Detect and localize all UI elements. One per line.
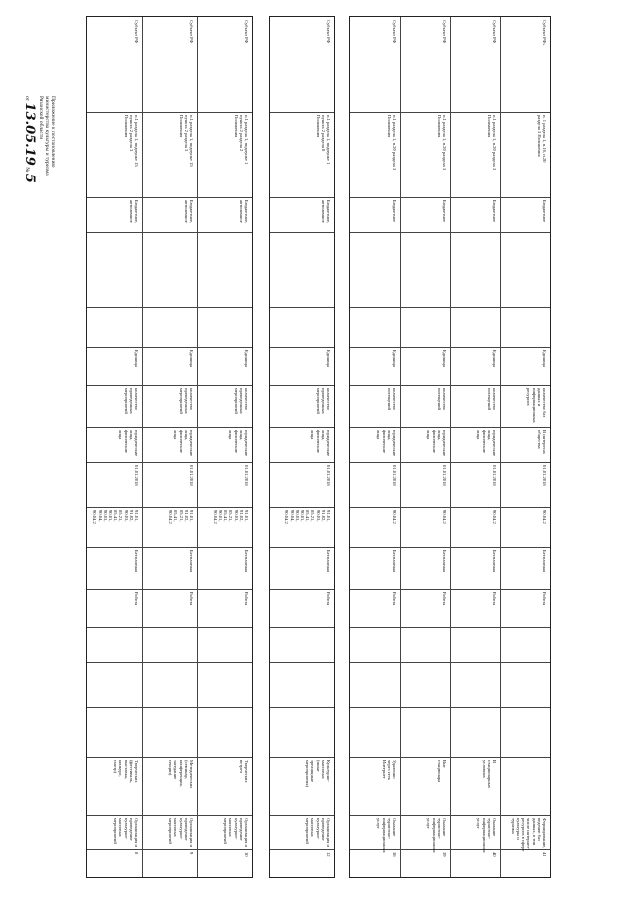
column-divider — [270, 707, 334, 708]
header-line-2: министерства культуры и туризма — [44, 96, 50, 176]
cell-text-kind: Работа — [189, 592, 194, 606]
cell-text-org: Бюджетное — [492, 200, 497, 223]
column-divider — [270, 627, 334, 628]
cell-text-date: 01.01.2018 — [134, 465, 139, 486]
cell-text-consumers: юридические лица, физические лица — [173, 430, 194, 457]
cell-text-indicator: количество посещений — [436, 388, 447, 410]
cell-text-fund: Субъект РФ — [392, 20, 397, 44]
cell-text-name: Организация и проведение культурно- массовых мероприятий — [113, 818, 139, 847]
row-divider — [500, 17, 501, 877]
cell-text-indicator: количество посещений — [486, 388, 497, 410]
cell-text-indicator: количество проведенных мероприятий — [123, 388, 139, 414]
column-divider — [87, 707, 252, 708]
cell-text-name: Оказание туристско- информационных услуг — [476, 818, 497, 853]
column-divider — [270, 462, 334, 463]
cell-text-unit: Единица — [326, 350, 331, 368]
column-divider — [270, 112, 334, 113]
header-line-3: Рязанской области — [38, 96, 44, 140]
column-divider — [87, 662, 252, 663]
cell-text-basis: п. 1 раздела 1, п.16, п.20 раздела 3 Положения — [536, 115, 547, 163]
cell-text-basis: п.1 раздела 1, подпункт 1 пункта 2 раздела 8 Положения — [315, 115, 331, 165]
cell-text-num: 9 — [189, 852, 194, 855]
cell-text-num: 8 — [134, 852, 139, 855]
cell-text-date: 01.01.2018 — [442, 465, 447, 486]
column-divider — [87, 507, 252, 508]
cell-text-org: Бюджетное, автономное — [238, 200, 249, 224]
cell-text-num: 41 — [542, 852, 547, 857]
column-divider — [87, 197, 252, 198]
cell-text-pay: Бесплатная — [189, 550, 194, 573]
cell-text-date: 01.01.2018 — [392, 465, 397, 486]
cell-text-date: 01.01.2018 — [542, 465, 547, 486]
cell-text-okved: 91.01, 91.02, 90.03, 85.21, 85.41, 90.01, 90.03, 90.04, 90.04.2 — [284, 510, 331, 524]
column-divider — [87, 347, 252, 348]
column-divider — [270, 757, 334, 758]
column-divider — [270, 662, 334, 663]
header-line-4 — [22, 96, 37, 183]
table-section-1 — [86, 16, 253, 878]
cell-text-basis: п.1 раздела 1, п.20 раздела 3 Положения — [486, 115, 497, 171]
column-divider — [270, 232, 334, 233]
cell-text-pay: Бесплатная — [542, 550, 547, 573]
cell-text-fund: Субъект РФ — [442, 20, 447, 44]
column-divider — [270, 347, 334, 348]
cell-text-type: Творческих (фестиваль, выставка, конкурс, смотр) — [113, 760, 139, 783]
cell-text-okved: 90.04.2 — [392, 510, 397, 524]
cell-text-name: Организация и проведение культурно- массовых мероприятий — [168, 818, 194, 847]
row-divider — [400, 17, 401, 877]
date-prefix: от — [24, 96, 30, 102]
cell-text-fund: Субъект РФ» — [542, 20, 547, 46]
cell-text-indicator: количество баз данных и информационных ресурсов — [526, 388, 547, 423]
cell-text-indicator: количество посещений — [386, 388, 397, 410]
cell-text-fund: Субъект РФ — [134, 20, 139, 44]
cell-text-consumers: юридические лица, физические лица — [426, 430, 447, 457]
cell-text-unit: Единица — [392, 350, 397, 368]
cell-text-okved: 90.04.2 — [542, 510, 547, 524]
cell-text-pay: Бесплатная — [326, 550, 331, 573]
cell-text-okved: 91.01, 91.02, 85.21, 85.41, 90.04.2 — [168, 510, 194, 524]
column-divider — [87, 627, 252, 628]
cell-text-pay: Бесплатная — [442, 550, 447, 573]
cell-text-name: Организация и проведение культурно- массовых мероприятий — [223, 818, 249, 847]
cell-text-consumers: В интересах общества — [536, 430, 547, 455]
cell-text-okved: 90.04.2 — [442, 510, 447, 524]
cell-text-date: 01.01.2018 — [326, 465, 331, 486]
column-divider — [87, 849, 252, 850]
cell-text-type: Удаленно через сеть Интернет — [381, 760, 397, 780]
cell-text-kind: Работа — [442, 592, 447, 606]
handwritten-date: 13.05.19 — [22, 102, 37, 166]
cell-text-consumers: юридические лица, физические лица — [476, 430, 497, 457]
cell-text-date: 01.01.2018 — [244, 465, 249, 486]
column-divider — [270, 507, 334, 508]
cell-text-org: Бюджетное — [392, 200, 397, 223]
cell-text-pay: Бесплатная — [392, 550, 397, 573]
cell-text-fund: Субъект РФ — [244, 20, 249, 44]
column-divider — [270, 547, 334, 548]
cell-text-fund: Субъект РФ — [326, 20, 331, 44]
cell-text-org: Бюджетное, автономное — [183, 200, 194, 224]
cell-text-num: 39 — [442, 852, 447, 857]
cell-text-basis: п.1 раздела 1, подпункт 1 пункта 2 раздела 2 Положения — [233, 115, 249, 165]
cell-text-name: Оказание туристско- информационных услуг — [426, 818, 447, 853]
cell-text-unit: Единица — [244, 350, 249, 368]
cell-text-unit: Единица — [189, 350, 194, 368]
cell-text-type: В стационарных условиях — [481, 760, 497, 788]
column-divider — [270, 385, 334, 386]
column-divider — [87, 232, 252, 233]
cell-text-indicator: количество проведенных мероприятий — [233, 388, 249, 414]
cell-text-num: 38 — [392, 852, 397, 857]
cell-text-name: Организация и проведение культурно- массовых мероприятий — [305, 818, 331, 847]
cell-text-org: Бюджетное — [442, 200, 447, 223]
cell-text-type: Вне стационара — [436, 760, 447, 783]
column-divider — [87, 547, 252, 548]
row-divider — [450, 17, 451, 877]
column-divider — [87, 815, 252, 816]
cell-text-kind: Работа — [134, 592, 139, 606]
cell-text-pay: Бесплатная — [492, 550, 497, 573]
cell-text-indicator: количество проведенных мероприятий — [178, 388, 194, 414]
column-divider — [87, 112, 252, 113]
cell-text-basis: п.1 раздела 1, п.20 раздела 3 Положения — [386, 115, 397, 171]
cell-text-okved: 90.04.2 — [492, 510, 497, 524]
column-divider — [87, 589, 252, 590]
cell-text-basis: п.1 раздела 1, подпункт 15 пункта 2 раздела 3 Положения — [178, 115, 194, 167]
column-divider — [270, 197, 334, 198]
table-section-3 — [349, 16, 551, 878]
cell-text-consumers: юридические лица, физические лица — [118, 430, 139, 457]
cell-text-consumers: юридические лица, физические лица — [310, 430, 331, 457]
handwritten-number: 5 — [22, 173, 37, 183]
column-divider — [270, 307, 334, 308]
cell-text-unit: Единица — [134, 350, 139, 368]
column-divider — [87, 462, 252, 463]
cell-text-org: Бюджетное, автономное — [128, 200, 139, 224]
cell-text-type: Творческих встреч — [238, 760, 249, 783]
cell-text-unit: Единица — [442, 350, 447, 368]
cell-text-num: 40 — [492, 852, 497, 857]
column-divider — [270, 849, 334, 850]
number-prefix: № — [24, 167, 30, 173]
cell-text-indicator: количество проведенных мероприятий — [315, 388, 331, 414]
cell-text-name: Формирование, ведение баз данных, в том числе интернет- ресурсов в сфере культуры и туризма — [510, 818, 547, 852]
cell-text-pay: Бесплатная — [134, 550, 139, 573]
cell-text-okved: 91.01, 91.02, 90.03, 85.21, 85.41, 90.01, 90.04.2 — [212, 510, 249, 524]
cell-text-kind: Работа — [326, 592, 331, 606]
row-divider — [142, 17, 143, 877]
column-divider — [270, 815, 334, 816]
column-divider — [87, 757, 252, 758]
cell-text-kind: Работа — [492, 592, 497, 606]
cell-text-date: 01.01.2018 — [189, 465, 194, 486]
cell-text-type: Культурно- массовых (иные зрелищные мероприятия) — [305, 760, 331, 787]
column-divider — [270, 589, 334, 590]
cell-text-pay: Бесплатная — [244, 550, 249, 573]
cell-text-fund: Субъект РФ — [492, 20, 497, 44]
cell-text-kind: Работа — [392, 592, 397, 606]
cell-text-type: Методических (семинар, конференция, заседание секции) — [168, 760, 194, 789]
column-divider — [270, 427, 334, 428]
cell-text-basis: п.1 раздела 1, п.20 раздела 3 Положения — [436, 115, 447, 171]
column-divider — [87, 385, 252, 386]
cell-text-org: Бюджетное — [542, 200, 547, 223]
cell-text-kind: Работа — [542, 592, 547, 606]
cell-text-basis: п.1 раздела 1, подпункт 15 пункта 2 раздела 3 Положения — [123, 115, 139, 167]
column-divider — [87, 427, 252, 428]
column-divider — [87, 307, 252, 308]
cell-text-date: 01.01.2018 — [492, 465, 497, 486]
cell-text-fund: Субъект РФ — [189, 20, 194, 44]
cell-text-consumers: юридические лица, физические лица — [228, 430, 249, 457]
cell-text-unit: Единица — [492, 350, 497, 368]
cell-text-consumers: юридические лица, физические лица — [376, 430, 397, 457]
cell-text-okved: 91.01, 91.02, 90.03, 85.21, 85.41, 90.01, 90.03, 90.04, 90.04.2 — [92, 510, 139, 524]
cell-text-num: 10 — [244, 852, 249, 857]
table-section-2 — [269, 16, 335, 878]
cell-text-org: Бюджетное, автономное — [320, 200, 331, 224]
cell-text-name: Оказание туристско- информационных услуг — [376, 818, 397, 853]
header-line-1: Приложение к постановлению — [50, 96, 56, 168]
cell-text-unit: Единица — [542, 350, 547, 368]
row-divider — [197, 17, 198, 877]
cell-text-num: 12 — [326, 852, 331, 857]
cell-text-kind: Работа — [244, 592, 249, 606]
